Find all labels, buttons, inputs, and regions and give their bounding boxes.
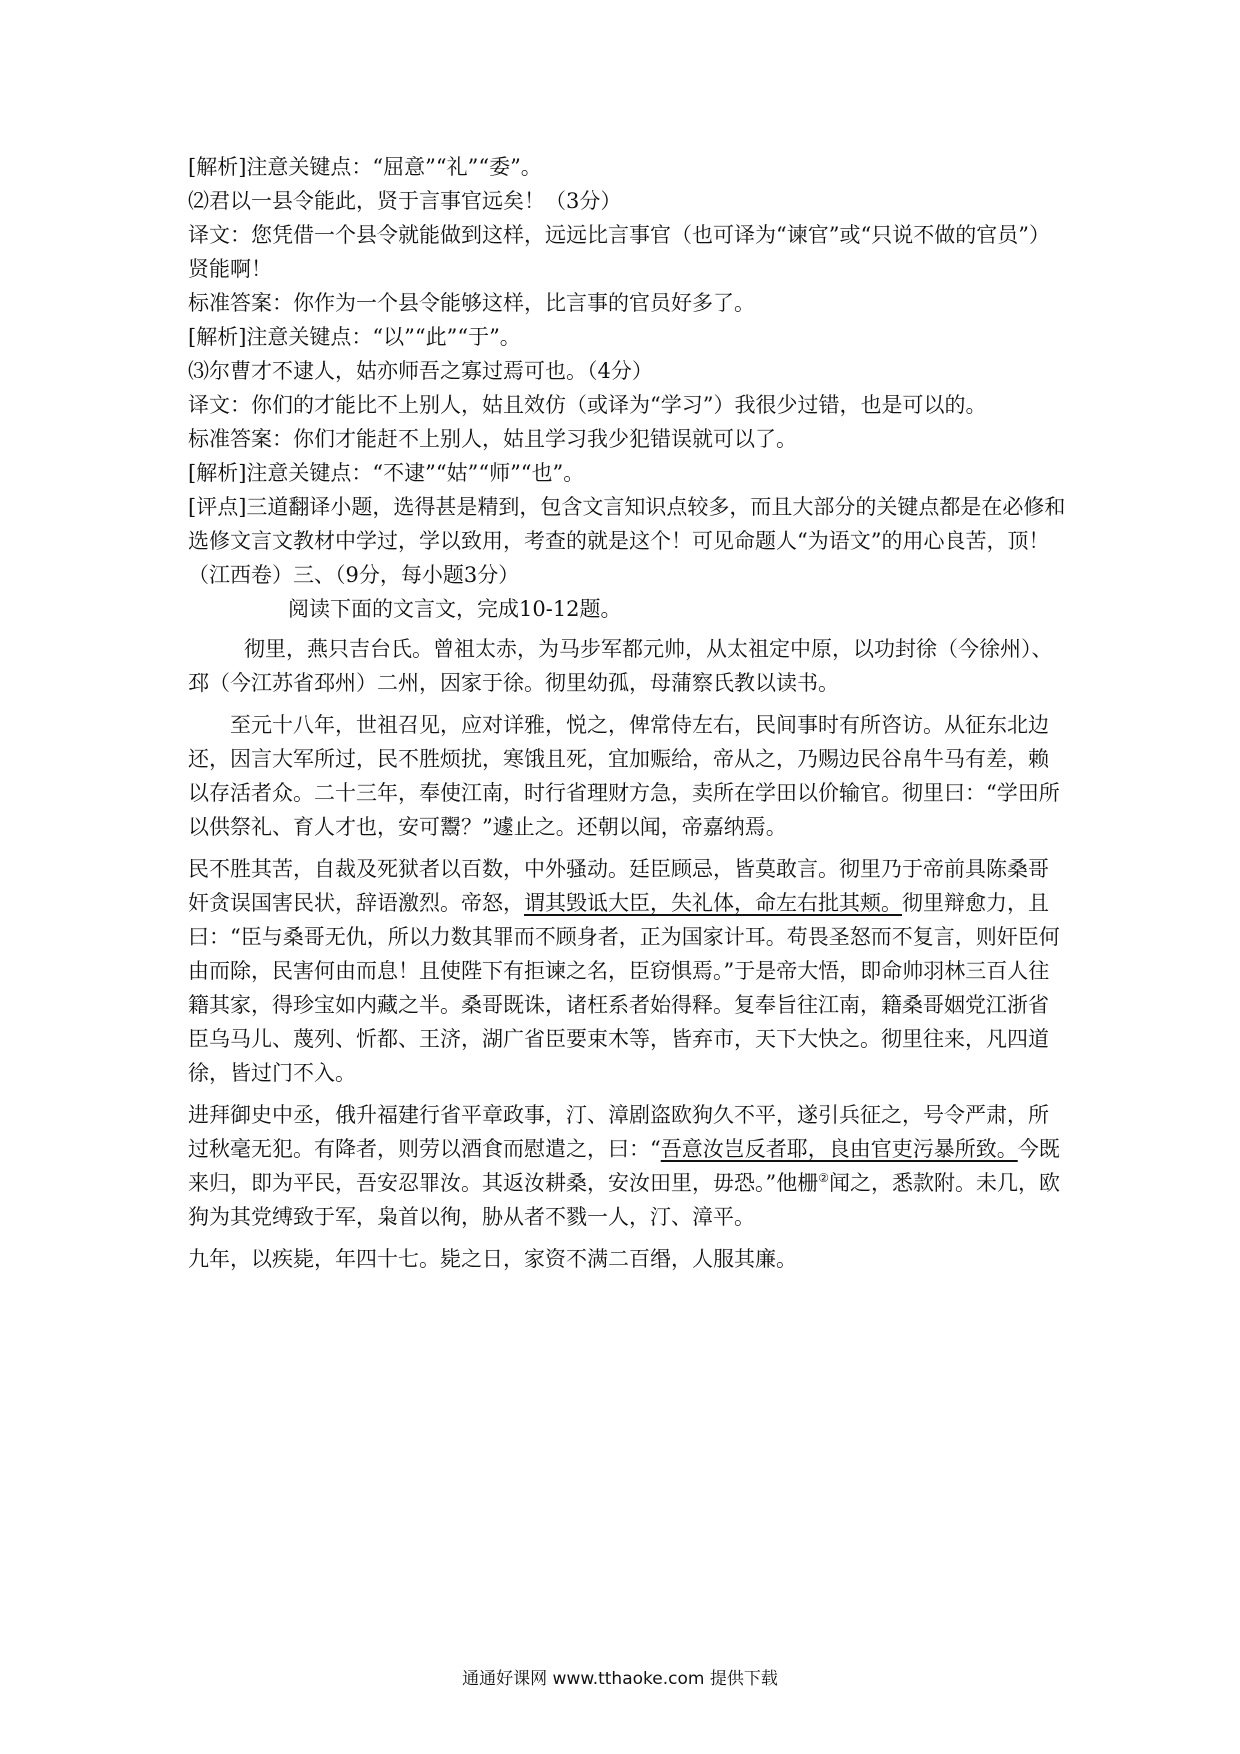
underlined-sentence-2: 吾意汝岂反者耶，良由官吏污暴所致。 xyxy=(660,1137,1018,1161)
question-2: ⑵君以一县令能此，贤于言事官远矣！（3分） xyxy=(188,189,622,213)
translation-2: 译文：您凭借一个县令就能做到这样，远远比言事官（也可译为“谏官”或“只说不做的官员”）贤能啊！ xyxy=(188,223,1050,281)
standard-answer-2: 标准答案：你作为一个县令能够这样，比言事的官员好多了。 xyxy=(188,291,755,315)
passage-4-text-a: 进拜御史中丞，俄升福建行省平章政事，汀、漳剧盗欧狗久不平，遂引兵征之，号令严肃，所过秋毫无犯。有降者，则劳以酒食而慰遣之，曰：“ xyxy=(188,1103,1049,1161)
classical-passage xyxy=(188,632,1068,1276)
passage-3-text-b: 彻里辩愈力，且曰：“臣与桑哥无仇，所以力数其罪而不顾身者，正为国家计耳。苟畏圣怒而不复言，则奸臣何由而除，民害何由而息！且使陛下有拒谏之名，臣窃惧焉。”于是帝大悟，即命帅羽林三百人往籍其家，得珍宝如内藏之半。桑哥既诛，诸枉系者始得释。复奉旨往江南，籍桑哥姻党江浙省臣乌马儿、蔑列、忻都、王济，湖广省臣要束木等，皆弃市，天下大快之。彻里往来，凡四道徐，皆过门不入。 xyxy=(188,891,1060,1085)
footnote-marker: ② xyxy=(818,1171,829,1185)
underlined-sentence-1: 谓其毁诋大臣，失礼体，命左右批其颊。 xyxy=(524,891,902,915)
question-3: ⑶尔曹才不逮人，姑亦师吾之寡过焉可也。（4分） xyxy=(188,359,653,383)
passage-paragraph-5: 九年，以疾毙，年四十七。毙之日，家资不满二百缗，人服其廉。 xyxy=(188,1247,797,1271)
passage-3-text-a: 民不胜其苦，自裁及死狱者以百数，中外骚动。廷臣顾忌，皆莫敢言。彻里乃于帝前具陈桑哥奸贪误国害民状，辞语激烈。帝怒， xyxy=(188,857,1049,915)
analysis-note-1: [解析]注意关键点：“屈意”“礼”“委”。 xyxy=(188,155,542,179)
section-heading: （江西卷）三、（9分，每小题3分） xyxy=(188,563,520,587)
passage-4-text-b: 今既来归，即为平民，吾安忍罪汝。其返汝耕桑，安汝田里，毋恐。”他栅 xyxy=(188,1137,1060,1195)
passage-paragraph-3 xyxy=(188,852,1068,1090)
translation-3: 译文：你们的才能比不上别人，姑且效仿（或译为“学习”）我很少过错，也是可以的。 xyxy=(188,393,987,417)
reading-instruction: 阅读下面的文言文，完成10-12题。 xyxy=(288,597,622,621)
passage-paragraph-4 xyxy=(188,1098,1068,1234)
commentary: [评点]三道翻译小题，选得甚是精到，包含文言知识点较多，而且大部分的关键点都是在必修和选修文言文教材中学过，学以致用，考查的就是这个！可见命题人“为语文”的用心良苦，顶！ xyxy=(188,495,1066,553)
analysis-note-3: [解析]注意关键点：“不逮”“姑”“师”“也”。 xyxy=(188,461,585,485)
standard-answer-3: 标准答案：你们才能赶不上别人，姑且学习我少犯错误就可以了。 xyxy=(188,427,797,451)
document-page xyxy=(188,150,1068,1276)
passage-4-text-c: 闻之，悉款附。未几，欧狗为其党缚致于军，枭首以徇，胁从者不戮一人，汀、漳平。 xyxy=(188,1171,1060,1229)
page-footer: 通通好课网 www.tthaoke.com 提供下载 xyxy=(462,1669,778,1689)
analysis-note-2: [解析]注意关键点：“以”“此”“于”。 xyxy=(188,325,521,349)
passage-paragraph-2: 至元十八年，世祖召见，应对详雅，悦之，俾常侍左右，民间事时有所咨访。从征东北边还，因言大军所过，民不胜烦扰，寒饿且死，宜加赈给，帝从之，乃赐边民谷帛牛马有差，赖以存活者众。二十三年，奉使江南，时行省理财方急，卖所在学田以价输官。彻里曰：“学田所以供祭礼、育人才也，安可鬻？”遽止之。还朝以闻，帝嘉纳焉。 xyxy=(188,713,1060,839)
passage-paragraph-1: 彻里，燕只吉台氏。曾祖太赤，为马步军都元帅，从太祖定中原，以功封徐（今徐州）、邳（今江苏省邳州）二州，因家于徐。彻里幼孤，母蒲察氏教以读书。 xyxy=(188,637,1053,695)
